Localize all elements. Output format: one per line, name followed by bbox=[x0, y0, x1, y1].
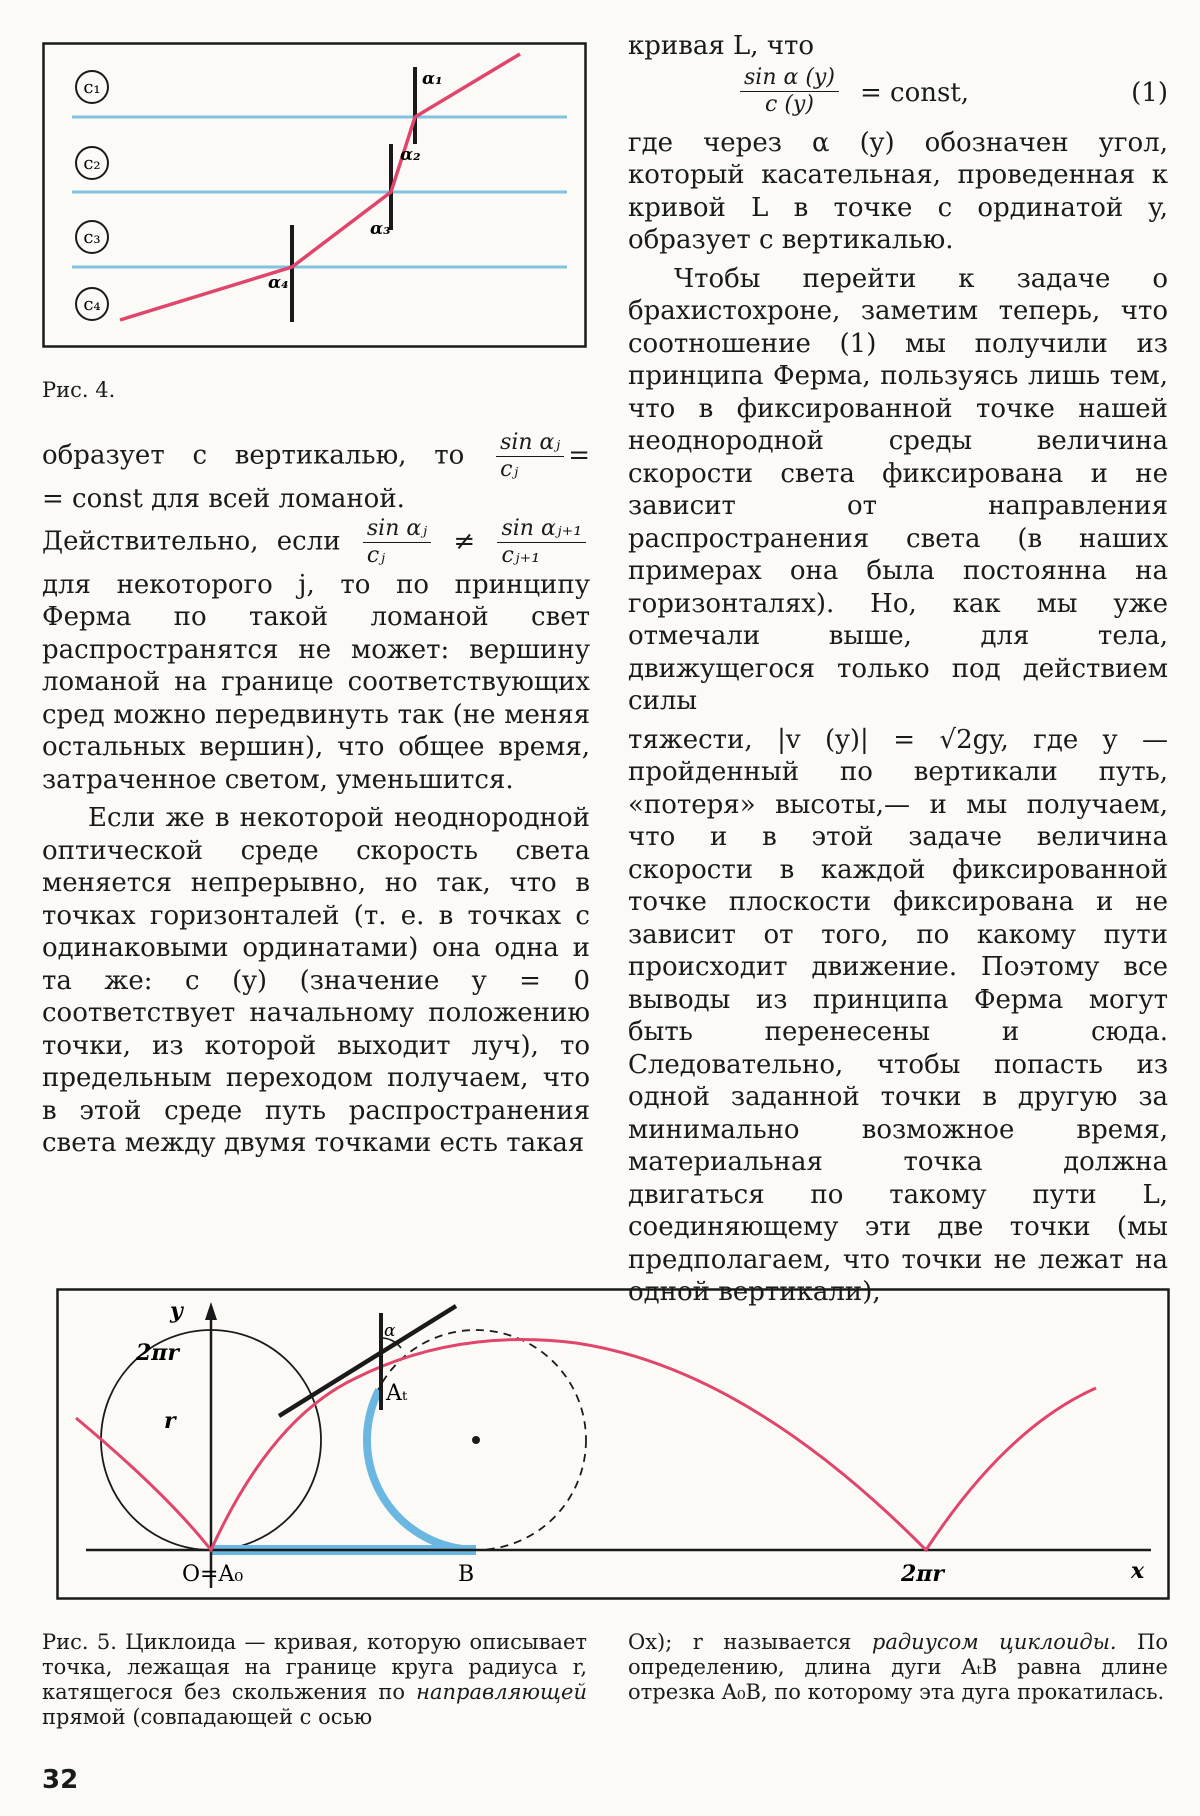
figure-5 bbox=[56, 1288, 1170, 1600]
not-equal-sign: ≠ bbox=[453, 526, 476, 556]
right-paragraph-3: тяжести, |v (y)| = √2gy, где y — пройденный по вертикали путь, «потеря» высоты,— и мы получаем, что и в этой задаче величина скорости в каждой фиксированной точке плоскости фиксирована и не зависит от того, по какому пути происходит движение. Поэтому все выводы из принципа Ферма могут быть перенесены и сюда. Следовательно, чтобы попасть из одной заданной точки в другую за минимально возможное время, материальная точка должна двигаться по такому пути L, соединяющему эти две точки (мы предполагаем, что точки не лежат на одной вертикали), bbox=[628, 724, 1168, 1307]
left-paragraph-2: Если же в некоторой неоднородной оптической среде скорость света меняется непрерывно, но так, что в точках горизонталей (т. е. в точках с одинаковыми ординатами) она одна и та же: c (y) (значение y = 0 соответствует начальному положению точки, из которой выходит луч), то предельным переходом получаем, что в этой среде путь распространения света между двумя точками есть такая bbox=[42, 803, 590, 1158]
left-line-3-text: Действительно, если bbox=[42, 526, 341, 556]
medium-label-c2 bbox=[76, 147, 108, 179]
equals-sign: = bbox=[568, 440, 591, 471]
right-paragraph-2: Чтобы перейти к задаче о брахистохроне, заметим теперь, что соотношение (1) мы получили из принципа Ферма, пользуясь лишь тем, что в фиксированной точке нашей неоднородной среды величина скорости света фиксирована и не зависит от направления распространения света (в наших примерах она была постоянна на горизонталях). Но, как мы уже отмечали выше, для тела, движущегося только под действием силы bbox=[628, 263, 1168, 716]
x-axis-label: x bbox=[1131, 1558, 1145, 1584]
fraction: $\frac{\text{sin αⱼ}}{\text{cⱼ}}$ bbox=[496, 430, 564, 483]
figure-5-caption-right: Ox); r называется радиусом циклоиды. По определению, длина дуги AₜB равна длине отрезка A₀B, по которому эта дуга прокатилась. bbox=[628, 1630, 1168, 1704]
angle-label-a3: α₃ bbox=[370, 219, 391, 239]
svg-text:c₄: c₄ bbox=[83, 294, 101, 315]
svg-text:c₃: c₃ bbox=[83, 227, 101, 248]
fraction: $\frac{\text{sin αⱼ₊₁}}{\text{cⱼ₊₁}}$ bbox=[497, 516, 586, 569]
angle-label-a4: α₄ bbox=[268, 273, 289, 293]
fraction: $\frac{\text{sin α (y)}}{c (y)}$ bbox=[740, 65, 839, 118]
alpha-label: α bbox=[384, 1321, 396, 1341]
figure-4 bbox=[42, 42, 587, 348]
left-line-3 bbox=[42, 516, 590, 569]
rolled-arc bbox=[367, 1390, 476, 1550]
tangent-line bbox=[279, 1306, 456, 1416]
equation-rhs: = const, bbox=[860, 77, 970, 108]
right-paragraph-1: где через α (y) обозначен угол, который касательная, проведенная к кривой L в точке с ординатой y, образует с вертикалью. bbox=[628, 127, 1168, 255]
B-label: B bbox=[458, 1562, 475, 1587]
equation-number: (1) bbox=[1131, 77, 1168, 108]
two-pi-r-x-label: 2πr bbox=[901, 1561, 945, 1587]
right-column bbox=[628, 30, 1168, 1309]
y-axis-label: y bbox=[170, 1298, 183, 1324]
circle-center bbox=[472, 1436, 480, 1444]
figure-4-frame bbox=[44, 44, 586, 347]
fraction: $\frac{\text{sin αⱼ}}{\text{cⱼ}}$ bbox=[363, 516, 431, 569]
medium-label-c4 bbox=[76, 288, 108, 320]
svg-text:c₂: c₂ bbox=[83, 153, 101, 174]
left-line-2: = const для всей ломаной. bbox=[42, 484, 405, 514]
left-line-1-text: образует с вертикалью, то bbox=[42, 440, 465, 471]
r-label: r bbox=[164, 1408, 176, 1434]
medium-label-c1 bbox=[76, 71, 108, 103]
right-intro: кривая L, что bbox=[628, 31, 815, 61]
equation-1 bbox=[628, 63, 1168, 127]
left-paragraph-1: для некоторого j, то по принципу Ферма по такой ломаной свет распространятся не может: вершину ломаной на границе соответствующих сред можно передвинуть так (не меняя остальных вершин), что общее время, затраченное светом, уменьшится. bbox=[42, 569, 590, 795]
angle-label-a1: α₁ bbox=[422, 69, 443, 89]
left-line-1 bbox=[42, 430, 590, 483]
At-label: Aₜ bbox=[386, 1381, 408, 1406]
angle-label-a2: α₂ bbox=[400, 145, 421, 165]
figure-4-caption: Рис. 4. bbox=[42, 378, 116, 402]
light-ray bbox=[120, 54, 520, 320]
svg-text:c₁: c₁ bbox=[83, 77, 101, 98]
page-number: 32 bbox=[42, 1765, 79, 1795]
medium-label-c3 bbox=[76, 221, 108, 253]
two-pi-r-axis-label: 2πr bbox=[136, 1340, 180, 1366]
left-column bbox=[42, 430, 590, 1160]
origin-label: O=A₀ bbox=[182, 1562, 244, 1587]
figure-5-caption-left: Рис. 5. Циклоида — кривая, которую описывает точка, лежащая на границе круга радиуса r, катящегося без скольжения по направляющей прямой (совпадающей с осью bbox=[42, 1630, 587, 1729]
y-axis-arrow bbox=[205, 1302, 217, 1320]
